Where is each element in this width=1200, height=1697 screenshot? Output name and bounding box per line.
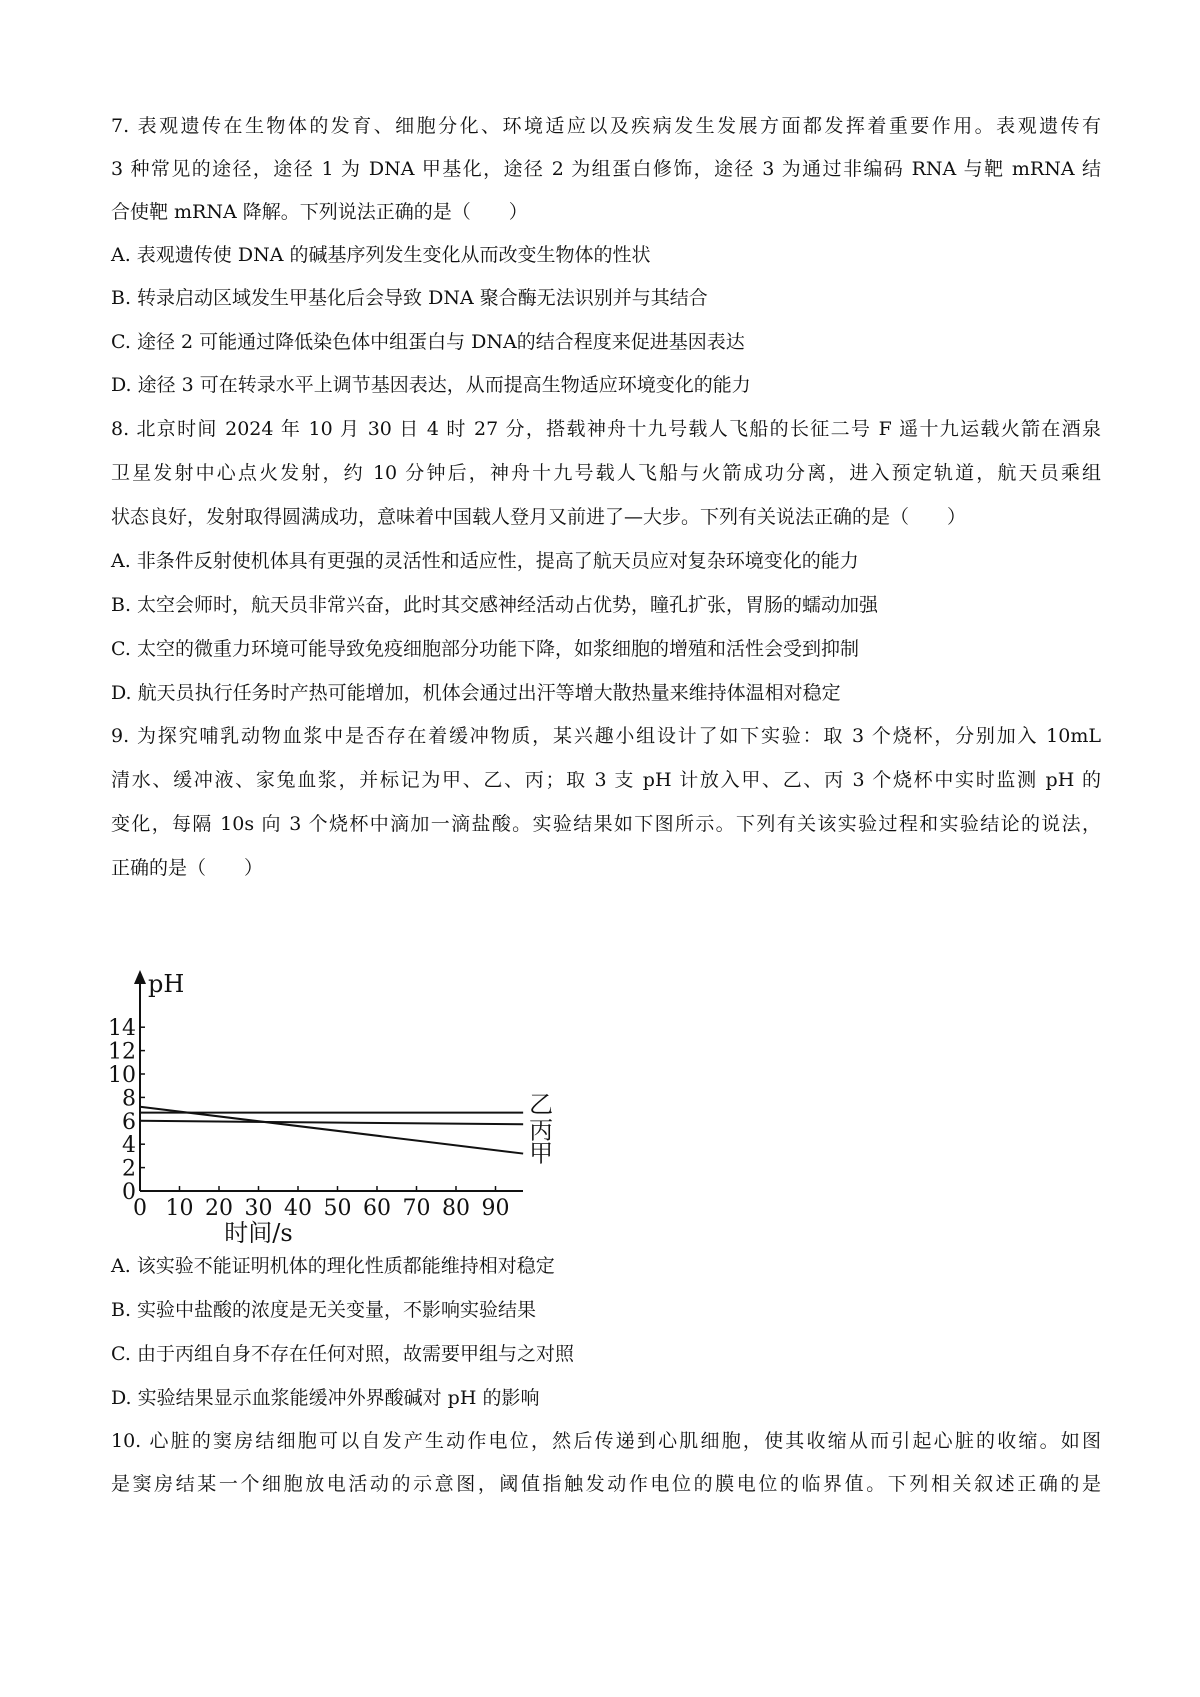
y-axis-label: pH (148, 970, 185, 998)
q8-stem-line-2: 卫星发射中心点火发射，约 10 分钟后，神舟十九号载人飞船与火箭成功分离，进入预定轨道，航天员乘组 (111, 462, 1101, 484)
series-label-2: 丙 (529, 1116, 554, 1145)
x-tick-label: 60 (363, 1196, 391, 1221)
y-tick-label: 2 (122, 1156, 136, 1182)
x-axis-label: 时间/s (224, 1219, 293, 1243)
q8-stem-line-3: 状态良好，发射取得圆满成功，意味着中国载人登月又前进了—大步。下列有关说法正确的是（ ） (111, 506, 967, 528)
q8-option-b: B. 太空会师时，航天员非常兴奋，此时其交感神经活动占优势，瞳孔扩张，胃肠的蠕动加强 (111, 594, 879, 616)
q7-option-c: C. 途径 2 可能通过降低染色体中组蛋白与 DNA的结合程度来促进基因表达 (111, 331, 745, 353)
q7-option-d: D. 途径 3 可在转录水平上调节基因表达，从而提高生物适应环境变化的能力 (111, 374, 751, 396)
ph-line-chart (100, 968, 560, 1243)
q10-stem-line-1: 10. 心脏的窦房结细胞可以自发产生动作电位，然后传递到心肌细胞，使其收缩从而引起心脏的收缩。如图 (111, 1430, 1101, 1452)
q9-stem-line-4: 正确的是（ ） (111, 857, 264, 879)
series-label-3: 甲 (529, 1139, 554, 1168)
series-line-3 (140, 1107, 523, 1154)
q10-stem-line-2: 是窦房结某一个细胞放电活动的示意图，阈值指触发动作电位的膜电位的临界值。下列相关叙述正确的是 (111, 1473, 1101, 1495)
q9-stem-line-1: 9. 为探究哺乳动物血浆中是否存在着缓冲物质，某兴趣小组设计了如下实验：取 3 个烧杯，分别加入 10mL (111, 725, 1101, 747)
q8-option-d: D. 航天员执行任务时产热可能增加，机体会通过出汗等增大散热量来维持体温相对稳定 (111, 682, 841, 704)
q7-option-a: A. 表观遗传使 DNA 的碱基序列发生变化从而改变生物体的性状 (111, 244, 651, 266)
q9-option-d: D. 实验结果显示血浆能缓冲外界酸碱对 pH 的影响 (111, 1387, 540, 1409)
q7-stem-line-1: 7. 表观遗传在生物体的发育、细胞分化、环境适应以及疾病发生发展方面都发挥着重要作用。表观遗传有 (111, 115, 1101, 137)
q9-stem-line-3: 变化，每隔 10s 向 3 个烧杯中滴加一滴盐酸。实验结果如下图所示。下列有关该实验过程和实验结论的说法， (111, 813, 1101, 835)
x-tick-label: 20 (205, 1196, 233, 1221)
x-tick-label: 0 (133, 1196, 147, 1221)
series-label-1: 乙 (529, 1090, 554, 1119)
y-tick-label: 12 (108, 1039, 136, 1065)
x-tick-label: 50 (323, 1196, 352, 1221)
y-tick-label: 4 (122, 1133, 136, 1159)
y-tick-label: 8 (122, 1086, 136, 1112)
q8-option-c: C. 太空的微重力环境可能导致免疫细胞部分功能下降，如浆细胞的增殖和活性会受到抑制 (111, 638, 859, 660)
x-tick-label: 80 (442, 1196, 470, 1221)
q7-stem-line-3: 合使靶 mRNA 降解。下列说法正确的是（ ） (111, 201, 528, 223)
q7-stem-line-2: 3 种常见的途径，途径 1 为 DNA 甲基化，途径 2 为组蛋白修饰，途径 3 为通过非编码 RNA 与靶 mRNA 结 (111, 158, 1101, 180)
q8-option-a: A. 非条件反射使机体具有更强的灵活性和适应性，提高了航天员应对复杂环境变化的能力 (111, 550, 859, 572)
x-tick-label: 30 (244, 1196, 273, 1221)
q8-stem-line-1: 8. 北京时间 2024 年 10 月 30 日 4 时 27 分，搭载神舟十九号载人飞船的长征二号 F 遥十九运载火箭在酒泉 (111, 418, 1101, 440)
q9-option-b: B. 实验中盐酸的浓度是无关变量，不影响实验结果 (111, 1299, 537, 1321)
q9-option-c: C. 由于丙组自身不存在任何对照，故需要甲组与之对照 (111, 1343, 574, 1365)
x-tick-label: 90 (481, 1196, 510, 1221)
q9-option-a: A. 该实验不能证明机体的理化性质都能维持相对稳定 (111, 1255, 555, 1277)
y-tick-label: 6 (122, 1109, 136, 1135)
x-tick-label: 10 (165, 1196, 194, 1221)
y-axis-arrow-icon (134, 970, 146, 984)
q7-option-b: B. 转录启动区域发生甲基化后会导致 DNA 聚合酶无法识别并与其结合 (111, 287, 708, 309)
y-tick-label: 10 (108, 1063, 136, 1088)
y-tick-label: 0 (122, 1180, 136, 1205)
series-line-2 (140, 1121, 523, 1125)
x-tick-label: 70 (402, 1196, 431, 1221)
q9-stem-line-2: 清水、缓冲液、家兔血浆，并标记为甲、乙、丙；取 3 支 pH 计放入甲、乙、丙 3 个烧杯中实时监测 pH 的 (111, 769, 1101, 791)
y-tick-label: 14 (108, 1016, 136, 1042)
x-tick-label: 40 (284, 1196, 312, 1221)
